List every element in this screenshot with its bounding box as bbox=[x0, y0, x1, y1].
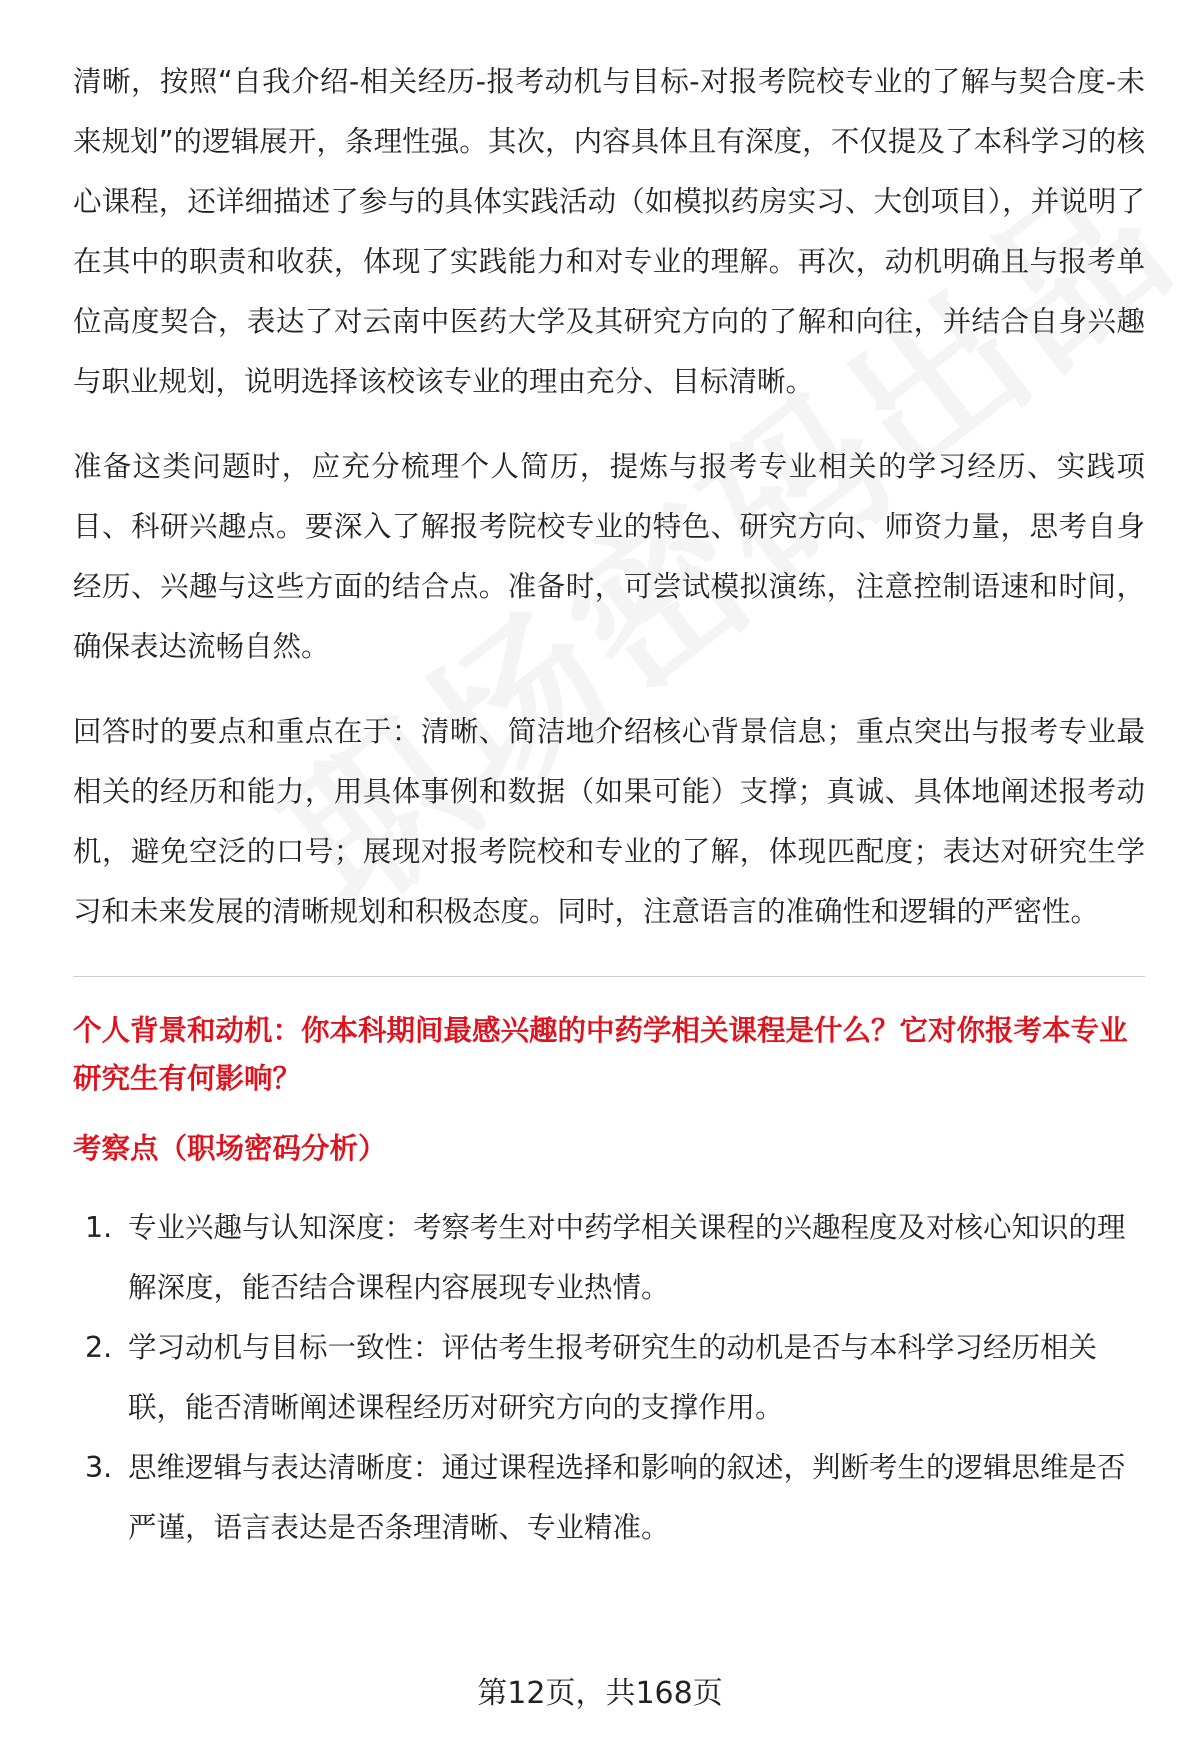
list-item-number: 1. bbox=[85, 1211, 113, 1244]
list-item-text: 专业兴趣与认知深度：考察考生对中药学相关课程的兴趣程度及对核心知识的理解深度，能否结合课程内容展现专业热情。 bbox=[128, 1211, 1126, 1304]
paragraph-key-points: 回答时的要点和重点在于：清晰、简洁地介绍核心背景信息；重点突出与报考专业最相关的经历和能力，用具体事例和数据（如果可能）支撑；真诚、具体地阐述报考动机，避免空泛的口号；展现对报考院校和专业的了解，体现匹配度；表达对研究生学习和未来发展的清晰规划和积极态度。同时，注意语言的准确性和逻辑的严密性。 bbox=[73, 715, 1145, 928]
list-item bbox=[73, 1438, 1145, 1558]
page-number-footer: 第12页，共168页 bbox=[477, 1676, 723, 1711]
paragraph-analysis: 清晰，按照“自我介绍-相关经历-报考动机与目标-对报考院校专业的了解与契合度-未来规划”的逻辑展开，条理性强。其次，内容具体且有深度，不仅提及了本科学习的核心课程，还详细描述了参与的具体实践活动（如模拟药房实习、大创项目），并说明了在其中的职责和收获，体现了实践能力和对专业的理解。再次，动机明确且与报考单位高度契合，表达了对云南中医药大学及其研究方向的了解和向往，并结合自身兴趣与职业规划，说明选择该校该专业的理由充分、目标清晰。 bbox=[73, 65, 1145, 398]
section-title: 考察点（职场密码分析） bbox=[73, 1132, 387, 1165]
assessment-points-list bbox=[73, 1198, 1145, 1558]
list-item-number: 3. bbox=[85, 1451, 113, 1484]
list-item-text: 思维逻辑与表达清晰度：通过课程选择和影响的叙述，判断考生的逻辑思维是否严谨，语言表达是否条理清晰、专业精准。 bbox=[128, 1451, 1126, 1544]
page-content bbox=[73, 52, 1145, 1558]
list-item-number: 2. bbox=[85, 1331, 113, 1364]
list-item bbox=[73, 1318, 1145, 1438]
question-heading: 个人背景和动机：你本科期间最感兴趣的中药学相关课程是什么？它对你报考本专业研究生有何影响？ bbox=[73, 1014, 1128, 1095]
list-item bbox=[73, 1198, 1145, 1318]
paragraph-preparation: 准备这类问题时，应充分梳理个人简历，提炼与报考专业相关的学习经历、实践项目、科研兴趣点。要深入了解报考院校专业的特色、研究方向、师资力量，思考自身经历、兴趣与这些方面的结合点。准备时，可尝试模拟演练，注意控制语速和时间，确保表达流畅自然。 bbox=[73, 450, 1145, 663]
list-item-text: 学习动机与目标一致性：评估考生报考研究生的动机是否与本科学习经历相关联，能否清晰阐述课程经历对研究方向的支撑作用。 bbox=[128, 1331, 1098, 1424]
section-divider bbox=[73, 976, 1145, 977]
